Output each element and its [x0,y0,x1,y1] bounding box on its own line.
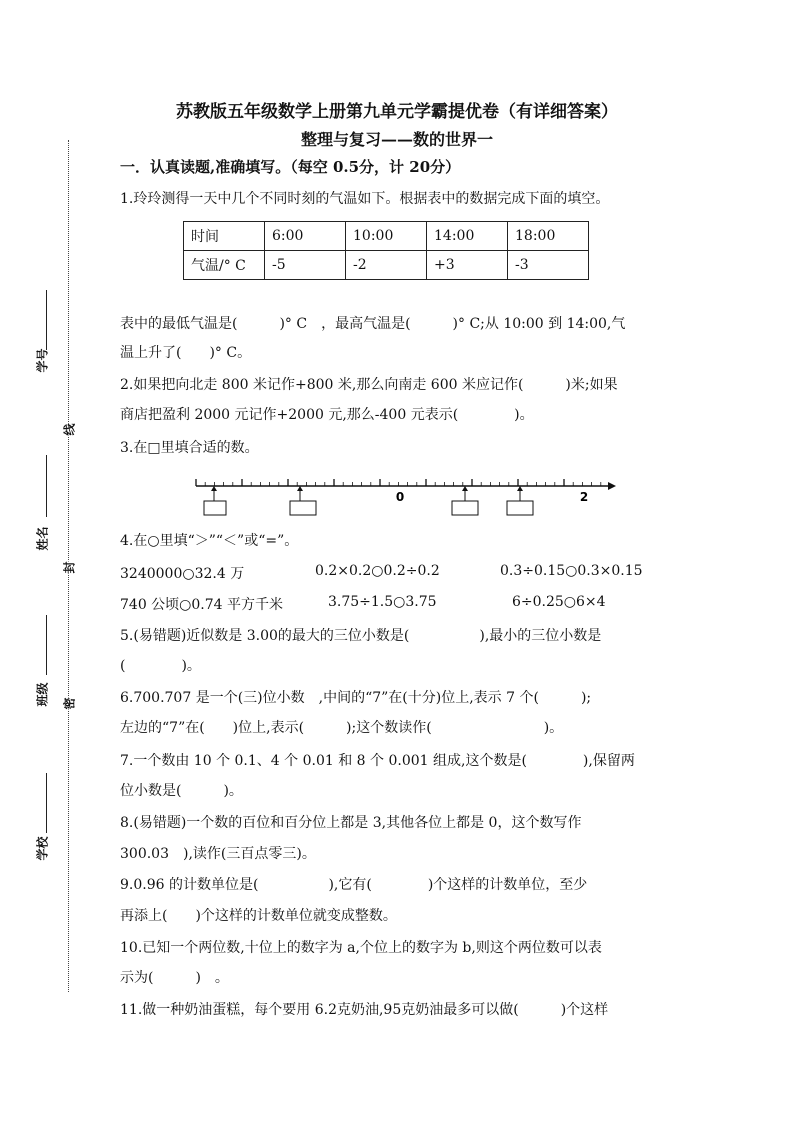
q4-row1-item2: 0.2×0.2○0.2÷0.2 [315,563,440,579]
q10-line2: 示为( ) 。 [120,970,229,986]
q11-line1: 11.做一种奶油蛋糕，每个要用 6.2克奶油,95克奶油最多可以做( )个这样 [120,1002,609,1018]
q2-line1: 2.如果把向北走 800 米记作+800 米,那么向南走 600 米应记作( )米;如果 [120,377,618,393]
page-title: 苏教版五年级数学上册第九单元学霸提优卷（有详细答案） [176,102,618,122]
school-blank[interactable] [46,773,47,833]
seal-line-char: 线 [60,423,79,435]
q9-line2: 再添上( )个这样的计数单位就变成整数。 [120,908,397,924]
q10-line1: 10.已知一个两位数,十位上的数字为 a,个位上的数字为 b,则这个两位数可以表 [120,940,602,956]
q1-text: 1.玲玲测得一天中几个不同时刻的气温如下。根据表中的数据完成下面的填空。 [120,191,610,207]
answer-box[interactable] [204,501,226,515]
answer-box[interactable] [507,501,533,515]
seal-seal-char: 封 [60,561,79,573]
seal-secret-char: 密 [60,697,79,709]
q4-row2-item3: 6÷0.25○6×4 [512,594,606,610]
number-line-label-2: 2 [579,490,589,504]
temperature-table [183,221,589,280]
q6-line2: 左边的“7”在( )位上,表示( );这个数读作( )。 [120,720,564,736]
q7-line2: 位小数是( )。 [120,783,243,799]
table-row [184,251,589,280]
table-cell: 气温/° C [184,251,265,280]
student-number-label: 学号 [35,348,50,373]
student-number-blank[interactable] [46,290,47,350]
q1-line2: 温上升了( )° C。 [120,345,252,361]
name-label: 姓名 [35,526,50,551]
table-cell: +3 [427,251,508,280]
section-heading: 一．认真读题,准确填写。（每空 0.5分，计 20分） [120,158,461,176]
table-cell: -5 [265,251,346,280]
q4-row1-item3: 0.3÷0.15○0.3×0.15 [500,563,643,579]
q1-line1: 表中的最低气温是( )° C ，最高气温是( )° C;从 10:00 到 14:00,气 [120,316,626,332]
answer-box[interactable] [452,501,478,515]
q4-text: 4.在○里填“＞”“＜”或“=”。 [120,533,299,549]
table-cell: 时间 [184,222,265,251]
answer-boxes [204,486,533,515]
number-line [190,470,620,520]
number-line-label-0: 0 [395,490,405,504]
q3-text: 3.在□里填合适的数。 [120,440,259,456]
table-cell: -3 [508,251,589,280]
class-label: 班级 [35,682,50,707]
table-cell: 18:00 [508,222,589,251]
table-cell: -2 [346,251,427,280]
q9-line1: 9.0.96 的计数单位是( ),它有( )个这样的计数单位，至少 [120,877,588,893]
number-line-ticks [196,479,601,486]
q8-line2: 300.03 ),读作(三百点零三)。 [120,846,316,862]
school-label: 学校 [35,836,50,861]
table-cell: 10:00 [346,222,427,251]
class-blank[interactable] [46,615,47,675]
name-blank[interactable] [46,455,47,517]
number-line-arrow [608,482,616,490]
q4-row2-item1: 740 公顷○0.74 平方千米 [120,597,284,613]
page-subtitle: 整理与复习——数的世界一 [300,130,493,149]
table-cell: 14:00 [427,222,508,251]
q4-row2-item2: 3.75÷1.5○3.75 [328,594,437,610]
q5-line1: 5.(易错题)近似数是 3.00的最大的三位小数是( ),最小的三位小数是 [120,628,602,644]
q7-line1: 7.一个数由 10 个 0.1、4 个 0.01 和 8 个 0.001 组成,这个数是( ),保留两 [120,753,635,769]
q2-line2: 商店把盈利 2000 元记作+2000 元,那么-400 元表示( )。 [120,407,534,423]
q5-line2: ( )。 [120,658,201,674]
q8-line1: 8.(易错题)一个数的百位和百分位上都是 3,其他各位上都是 0，这个数写作 [120,815,582,831]
q6-line1: 6.700.707 是一个(三)位小数 ,中间的“7”在(十分)位上,表示 7 个( ); [120,690,592,706]
q4-row1-item1: 3240000○32.4 万 [120,566,245,582]
answer-box[interactable] [290,501,316,515]
table-cell: 6:00 [265,222,346,251]
table-row [184,222,589,251]
